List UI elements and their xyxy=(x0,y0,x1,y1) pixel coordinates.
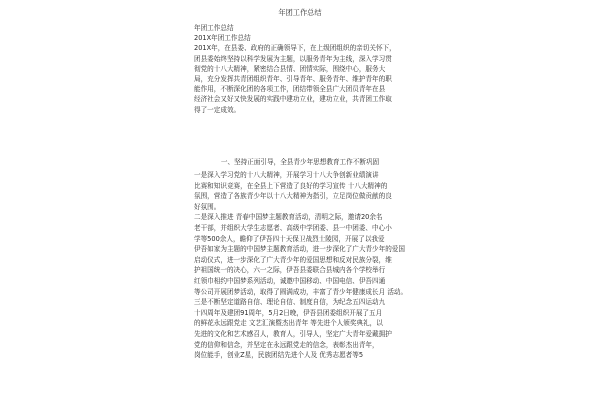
body-line: 氛围，营造了各族青少年以十八大精神为指引，立足岗位做贡献的良 xyxy=(194,192,392,201)
header-block xyxy=(194,23,424,115)
intro-line: 经济社会又好又快发展的实践中建功立业，建功立业，共青团工作取 xyxy=(194,95,392,104)
body-line: 二是深入推进 青春中国梦主题教育活动，清明之际，邀请20余名 xyxy=(194,213,383,222)
intro-line: 局，充分发挥共青团组织青年、引导青年、服务青年、维护青年的职 xyxy=(194,74,392,83)
body-line: 老干部，并组织大学生志愿者、高级中学团委、县一中团委、中心小 xyxy=(194,223,392,232)
intro-line: 得了一定成效。 xyxy=(194,105,241,114)
body-line: 护祖国统一的决心，六一之际，伊吾县委联合县城内各个学校举行 xyxy=(194,266,386,275)
body-line: 岗位能手，创业Z星，民族团结先进个人及 优秀志愿者等5 xyxy=(194,351,364,360)
body-line: 十四周年及建团91周年，5月2日晚，伊吾县团委组织开展了五月 xyxy=(194,308,383,317)
body-line: 学等500余人，瞻仰了伊吾四十天保卫战烈士陵园，开展了以我爱 xyxy=(194,234,385,243)
body-block xyxy=(194,170,422,361)
body-line: 好氛围。 xyxy=(194,202,221,211)
body-line: 三是不断坚定道路自信、理论自信、制度自信，为纪念五四运动九 xyxy=(194,298,386,307)
intro-line: 彻党的十八大精神，紧密结合县情、团情实际，围绕中心，服务大 xyxy=(194,64,386,73)
body-line: 比赛和知识竞赛，在全县上下营造了良好的学习宣传 十八大精神的 xyxy=(194,181,388,190)
header-line: 201X年团工作总结 xyxy=(194,34,251,43)
header-line: 年团工作总结 xyxy=(194,24,234,32)
intro-line: 201X年，在县委、政府的正确领导下，在上级团组织的亲切关怀下， xyxy=(194,44,396,53)
body-line: 先进的文化和艺术感召人，教育人，引导人，坚定广大青年爱戴拥护 xyxy=(194,329,392,338)
intro-line: 能作用，不断深化团的各项工作，团结带领全县广大团员青年在县 xyxy=(194,85,386,94)
section-heading: 一、坚持正面引导，全县青少年思想教育工作不断巩固 xyxy=(220,158,380,166)
body-line: 等公司开展团梦活动，取得了圆满成功，丰富了青少年健康成长月 活动。 xyxy=(194,287,408,296)
body-line: 的鲜花永远跟党走 文艺汇演暨杰出青年 等先进个人颁奖典礼，以 xyxy=(194,319,383,328)
body-line: 启动仪式，进一步深化了广大青少年的爱国思想和反对民族分裂，维 xyxy=(194,255,392,264)
intro-line: 团县委始终坚持以科学发展为主题，以服务青年为主线，深入学习贯 xyxy=(194,54,392,63)
body-line: 党的信仰和信念，并坚定在永远跟党走的信念，表彰杰出青年， xyxy=(194,340,379,349)
body-line: 伊吾如家为主题的中国梦主题教育活动，进一步深化了广大青少年的爱国 xyxy=(194,245,405,254)
body-line: 红领巾相约中国梦系列活动，诚邀中国移动、中国电信、伊吾四通 xyxy=(194,276,386,285)
body-line: 一是深入学习党的十八大精神，开展学习十八大争创新业绩演讲 xyxy=(194,171,379,179)
page-title: 年团工作总结 xyxy=(278,8,322,17)
